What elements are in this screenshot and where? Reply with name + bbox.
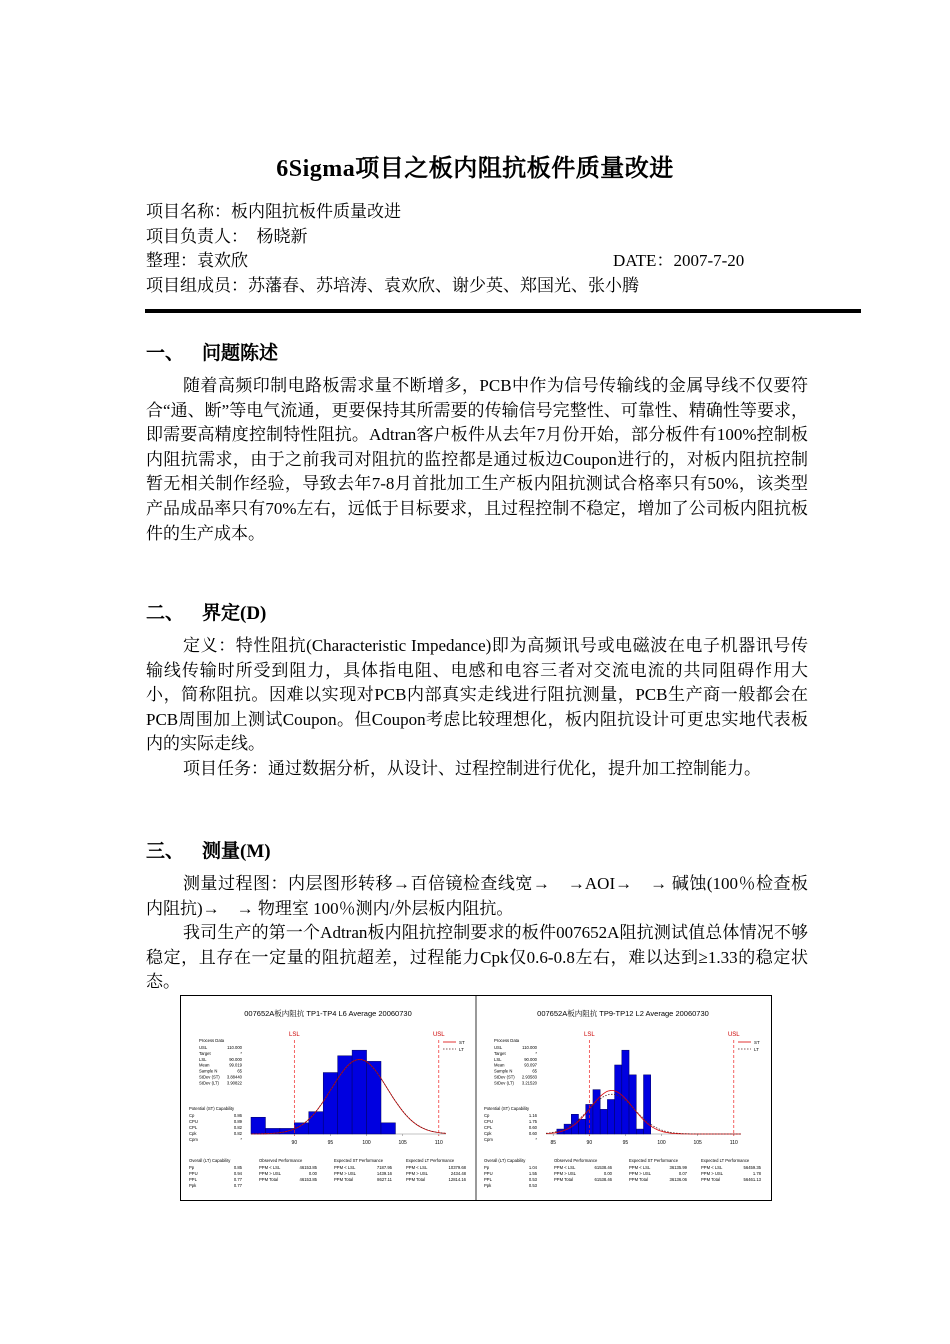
table-value: 1.78 [752, 1171, 761, 1176]
paragraph: 随着高频印制电路板需求量不断增多，PCB中作为信号传输线的金属导线不仅要符合“通、断”等电气流通，更要保持其所需要的传输信号完整性、可靠性、精确性等要求，即需要高精度控制特性阻抗。Adtran客户板件从去年7月份开始，部分板件有100%控制板内阻抗需求，由于之前我司对阻抗的监控都是通过板边Coupon进行的，对板内阻抗控制暂无相关制作经验，导致去年7-8月首批加工生产板内阻抗测试合格率只有50%，该类型产品成品率只有70%左右，远低于目标要求，且过程控制不稳定，增加了公司板内阻抗板件的生产成本。 [146, 376, 808, 543]
table-label: PPM < LSL [629, 1165, 651, 1170]
histogram-bar [367, 1061, 381, 1134]
table-label: Cpm [484, 1137, 493, 1142]
paragraph: 我司生产的第一个Adtran板内阻抗控制要求的板件007652A阻抗测试值总体情况不够稳定，且存在一定量的阻抗超差，过程能力Cpk仅0.6-0.8左右，难以达到≥1.33的稳定状态。 [146, 923, 808, 992]
table-label: PPM < LSL [406, 1165, 428, 1170]
table-label: Target [494, 1050, 506, 1056]
capability-charts [180, 995, 772, 1201]
table-value: 36136.06 [669, 1177, 687, 1182]
histogram-bar [607, 1099, 614, 1134]
table-value: 12814.16 [448, 1177, 466, 1182]
horizontal-rule [145, 309, 861, 313]
table-value: 0.82 [233, 1131, 242, 1136]
table-label: Cpk [189, 1131, 197, 1136]
table-label: PPM Total [259, 1177, 279, 1182]
paragraph: 测量过程图：内层图形转移→百倍镜检查线宽→ →AOI→ → 碱蚀(100％检查板内阻抗)→ → 物理室 100％测内/外层板内阻抗。 [146, 874, 808, 918]
table-label: StDev (ST) [494, 1074, 515, 1080]
project-members: 项目组成员：苏藩春、苏培涛、袁欢欣、谢少英、郑国光、张小腾 [146, 275, 639, 295]
project-meta [146, 200, 786, 298]
table-header: Process Data [199, 1038, 225, 1043]
table-label: Cp [484, 1113, 490, 1118]
usl-label: USL [432, 1032, 445, 1038]
table-label: PPL [484, 1177, 492, 1182]
table-header: Expected ST Performance [334, 1158, 384, 1163]
histogram-bar [251, 1117, 265, 1134]
table-value: 1.04 [528, 1165, 537, 1170]
section-heading-1 [146, 338, 278, 365]
histogram-bar [600, 1109, 607, 1134]
table-header: Potential (ST) Capability [484, 1106, 530, 1111]
table-value: 0.85 [233, 1165, 242, 1170]
table-value: 0.53 [528, 1177, 537, 1182]
table-label: PPM Total [334, 1177, 354, 1182]
date: DATE：2007-7-20 [613, 251, 745, 270]
table-value: 1.75 [528, 1119, 537, 1124]
table-label: CPL [484, 1125, 493, 1130]
paragraph: 定义：特性阻抗(Characteristic Impedance)即为高频讯号或电磁波在电子机器讯号传输线传输时所受到阻力，具体指电阻、电感和电容三者对交流电流的共同阻碍作用大小，简称阻抗。因难以实现对PCB内部真实走线进行阻抗测量，PCB生产商一般都会在PCB周围加上测试Coupon。但Coupon考虑比较理想化，板内阻抗设计可更忠实地代表板内的实际走线。 [146, 636, 808, 754]
lsl-label: LSL [583, 1032, 595, 1038]
legend-st-label: ST [754, 1040, 760, 1045]
table-value: 0.53 [528, 1183, 537, 1188]
table-value: 8627.11 [377, 1177, 392, 1182]
histogram-bar [338, 1056, 352, 1134]
table-value: 7187.95 [376, 1165, 392, 1170]
table-value: 0.82 [233, 1125, 242, 1130]
table-label: LSL [199, 1056, 207, 1062]
section-title: 界定(D) [202, 603, 267, 624]
x-tick-label: 95 [327, 1140, 334, 1146]
table-label: PPU [189, 1171, 198, 1176]
legend-lt-label: LT [754, 1047, 759, 1052]
table-value: 36135.99 [669, 1165, 687, 1170]
histogram-bar [636, 1129, 643, 1134]
table-label: Ppk [189, 1183, 197, 1188]
table-value: * [240, 1137, 242, 1142]
section-body-1 [146, 374, 808, 546]
table-label: CPU [484, 1119, 493, 1124]
table-label: PPM Total [554, 1177, 574, 1182]
histogram-bar [593, 1090, 600, 1134]
table-label: PPL [189, 1177, 197, 1182]
table-value: 0.77 [233, 1183, 242, 1188]
table-label: CPU [189, 1119, 198, 1124]
capability-chart-2 [484, 1008, 762, 1188]
table-label: PPM > USL [554, 1171, 576, 1176]
x-tick-label: 105 [398, 1140, 407, 1146]
histogram-bar [352, 1050, 366, 1134]
table-header: Expected LT Performance [701, 1158, 750, 1163]
table-value: 56461.13 [743, 1177, 761, 1182]
x-tick-label: 110 [434, 1140, 443, 1146]
table-header: Overall (LT) Capability [189, 1158, 231, 1163]
table-value: 65 [237, 1068, 242, 1074]
x-tick-label: 95 [622, 1140, 629, 1146]
table-label: PPM Total [629, 1177, 649, 1182]
table-value: 90.000 [524, 1056, 537, 1062]
table-value: 0.77 [233, 1177, 242, 1182]
section-number: 三、 [146, 841, 185, 862]
histogram-bar [622, 1050, 629, 1134]
table-label: PPM < LSL [334, 1165, 356, 1170]
table-label: Mean [494, 1062, 505, 1068]
table-value: 46153.85 [299, 1177, 317, 1182]
project-name: 项目名称：板内阻抗板件质量改进 [146, 202, 401, 221]
section-number: 二、 [146, 603, 185, 624]
legend-st-label: ST [459, 1040, 465, 1045]
table-label: StDev (LT) [199, 1080, 219, 1086]
paragraph: 项目任务：通过数据分析，从设计、过程控制进行优化，提升加工控制能力。 [183, 758, 761, 778]
x-tick-label: 100 [657, 1140, 666, 1146]
table-value: 110.000 [227, 1045, 242, 1050]
table-value: 0.94 [233, 1171, 242, 1176]
table-header: Observed Performance [554, 1158, 598, 1163]
capability-chart-1 [189, 1008, 467, 1188]
x-tick-label: 85 [550, 1140, 557, 1146]
table-value: 56459.35 [743, 1165, 761, 1170]
table-value: 61538.46 [594, 1177, 612, 1182]
table-value: 46153.85 [299, 1165, 317, 1170]
table-value: 90.000 [229, 1056, 242, 1062]
lsl-label: LSL [288, 1032, 300, 1038]
table-label: Ppk [484, 1183, 492, 1188]
section-number: 一、 [146, 343, 185, 364]
table-label: Sample N [199, 1068, 218, 1074]
document-title: 6Sigma项目之板内阻抗板件质量改进 [276, 156, 674, 182]
table-label: Pp [484, 1165, 490, 1170]
table-header: Process Data [494, 1038, 520, 1043]
section-body-2 [146, 634, 808, 782]
section-body-3 [146, 872, 808, 995]
table-header: Expected LT Performance [406, 1158, 455, 1163]
table-value: 3.90822 [226, 1080, 242, 1086]
table-value: 0.89 [233, 1119, 242, 1124]
table-label: PPM > USL [629, 1171, 651, 1176]
table-label: Pp [189, 1165, 195, 1170]
table-value: * [535, 1050, 537, 1056]
table-value: 0.60 [528, 1131, 537, 1136]
section-title: 测量(M) [202, 841, 271, 862]
section-heading-3 [146, 836, 271, 863]
table-value: 0.86 [233, 1113, 242, 1118]
x-tick-label: 105 [693, 1140, 702, 1146]
table-header: Observed Performance [259, 1158, 303, 1163]
legend-lt-label: LT [459, 1047, 464, 1052]
table-header: Expected ST Performance [629, 1158, 679, 1163]
table-label: PPM Total [406, 1177, 426, 1182]
histogram-bar [579, 1119, 586, 1134]
histogram-bar [381, 1123, 395, 1134]
table-label: Target [199, 1050, 211, 1056]
table-label: USL [494, 1045, 503, 1050]
table-value: 0.00 [603, 1171, 612, 1176]
x-tick-label: 110 [729, 1140, 738, 1146]
editor: 整理：袁欢欣 [146, 251, 248, 270]
table-label: PPM > USL [334, 1171, 356, 1176]
section-heading-2 [146, 598, 266, 625]
table-label: Cpm [189, 1137, 198, 1142]
table-label: PPM < LSL [701, 1165, 723, 1170]
table-value: * [535, 1137, 537, 1142]
table-value: 1.16 [528, 1113, 537, 1118]
editor-line [146, 249, 786, 274]
table-value: 0.07 [678, 1171, 687, 1176]
table-value: 61538.46 [594, 1165, 612, 1170]
x-tick-label: 90 [586, 1140, 593, 1146]
usl-label: USL [727, 1032, 740, 1038]
x-tick-label: 90 [291, 1140, 298, 1146]
histogram-bar [615, 1065, 622, 1134]
table-label: StDev (LT) [494, 1080, 514, 1086]
table-header: Potential (ST) Capability [189, 1106, 235, 1111]
table-value: 2.93583 [521, 1074, 537, 1080]
table-label: LSL [494, 1056, 502, 1062]
table-value: 3.88440 [226, 1074, 242, 1080]
x-tick-label: 100 [362, 1140, 371, 1146]
table-label: PPU [484, 1171, 493, 1176]
table-label: PPM > USL [259, 1171, 281, 1176]
chart-title: 007652A板内阻抗 TP1-TP4 L6 Average 20060730 [244, 1009, 412, 1018]
table-value: * [240, 1050, 242, 1056]
histogram-bar [309, 1112, 323, 1134]
table-label: PPM Total [701, 1177, 721, 1182]
table-label: Mean [199, 1062, 210, 1068]
project-owner: 项目负责人： 杨晓新 [146, 226, 308, 246]
table-value: 0.60 [528, 1125, 537, 1130]
table-value: 10379.68 [448, 1165, 466, 1170]
table-value: 1.55 [528, 1171, 537, 1176]
chart-title: 007652A板内阻抗 TP9-TP12 L2 Average 20060730 [537, 1009, 709, 1018]
table-value: 2434.48 [450, 1171, 466, 1176]
table-label: USL [199, 1045, 208, 1050]
table-value: 110.000 [522, 1045, 537, 1050]
table-value: 93.097 [524, 1062, 537, 1068]
table-label: PPM > USL [701, 1171, 723, 1176]
table-label: CPL [189, 1125, 198, 1130]
table-label: PPM < LSL [259, 1165, 281, 1170]
table-value: 3.21520 [521, 1080, 537, 1086]
table-value: 65 [532, 1068, 537, 1074]
capability-charts-svg [181, 996, 771, 1200]
table-label: PPM < LSL [554, 1165, 576, 1170]
table-label: StDev (ST) [199, 1074, 220, 1080]
section-title: 问题陈述 [202, 343, 279, 364]
table-label: PPM > USL [406, 1171, 428, 1176]
table-value: 99.019 [229, 1062, 242, 1068]
table-label: Sample N [494, 1068, 513, 1074]
table-label: Cpk [484, 1131, 492, 1136]
table-value: 1439.16 [376, 1171, 392, 1176]
table-label: Cp [189, 1113, 195, 1118]
table-value: 0.00 [308, 1171, 317, 1176]
table-header: Overall (LT) Capability [484, 1158, 526, 1163]
